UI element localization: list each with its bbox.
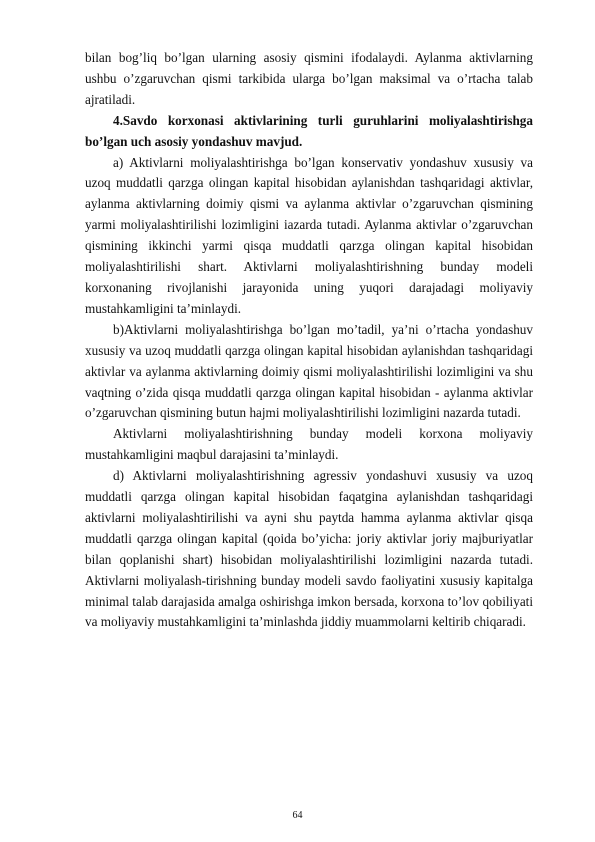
paragraph-conservative-approach: a) Aktivlarni moliyalashtirishga bo’lgan konservativ yondashuv xususiy va uzoq muddatli qarzga olingan kapital hisobidan aylanishdan tashqaridagi aktivlar, aylanma aktivlarning doimiy qismi va aylanma aktivlar o’zgaruvchan qismining yarmi moliyalashtirilishi lozimligini iazarda tutadi. Aylanma aktivlar o’zgaruvchan qismining ikkinchi yarmi qisqa muddatli qarzga olingan kapital hisobidan moliyalashtirilishi shart. Aktivlarni moliyalashtirishning bunday modeli korxonaning rivojlanishi jarayonida uning yuqori darajadagi moliyaviy mustahkamligini ta’minlaydi. — [85, 154, 533, 316]
document-page — [85, 48, 533, 633]
paragraph-aggressive-approach: d) Aktivlarni moliyalashtirishning agressiv yondashuvi xususiy va uzoq muddatli qarzga olingan kapital hisobidan faqatgina aylanishdan tashqaridagi aktivlarni moliyalashtirilishi va ayni shu paytda hamma aylanma aktivlar qisqa muddatli qarzga olingan kapital (qoida bo’yicha: joriy aktivlar joriy majburiyatlar bilan qoplanishi shart) hisobidan moliyalashtirilishi lozimligini nazarda tutadi. Aktivlarni moliyalash-tirishning bunday modeli savdo faoliyatini xususiy kapitalga minimal talab darajasida amalga oshirishga imkon bersada, korxona to’lov qobiliyati va moliyaviy mustahkamligini ta’minlashda jiddiy muammolarni keltirib chiqaradi. — [85, 468, 533, 630]
paragraph-continuation: bilan bog’liq bo’lgan ularning asosiy qismini ifodalaydi. Aylanma aktivlarning ushbu o’zgaruvchan qismi tarkibida ularga bo’lgan maksimal va o’rtacha talab ajratiladi. — [85, 50, 533, 107]
paragraph-moderate-approach: b)Aktivlarni moliyalashtirishga bo’lgan mo’tadil, ya’ni o’rtacha yondashuv xususiy va uzoq muddatli qarzga olingan kapital hisobidan aylanishdan tashqaridagi aktivlar va aylanma aktivlarning doimiy qismi moliyalashtirilishi lozimligini va shu vaqtning o’zida qisqa muddatli qarzga olingan kapital hisobidan - aylanma aktivlar o’zgaruvchan qismining butun hajmi moliyalashtirilishi lozimligini nazarda tutadi. — [85, 321, 533, 421]
section-heading: 4.Savdo korxonasi aktivlarining turli guruhlarini moliyalashtirishga bo’lgan uch asosiy yondashuv mavjud. — [85, 112, 533, 149]
paragraph-moderate-model-note: Aktivlarni moliyalashtirishning bunday modeli korxona moliyaviy mustahkamligini maqbul darajasini ta’minlaydi. — [85, 426, 533, 463]
page-number: 64 — [292, 810, 303, 821]
